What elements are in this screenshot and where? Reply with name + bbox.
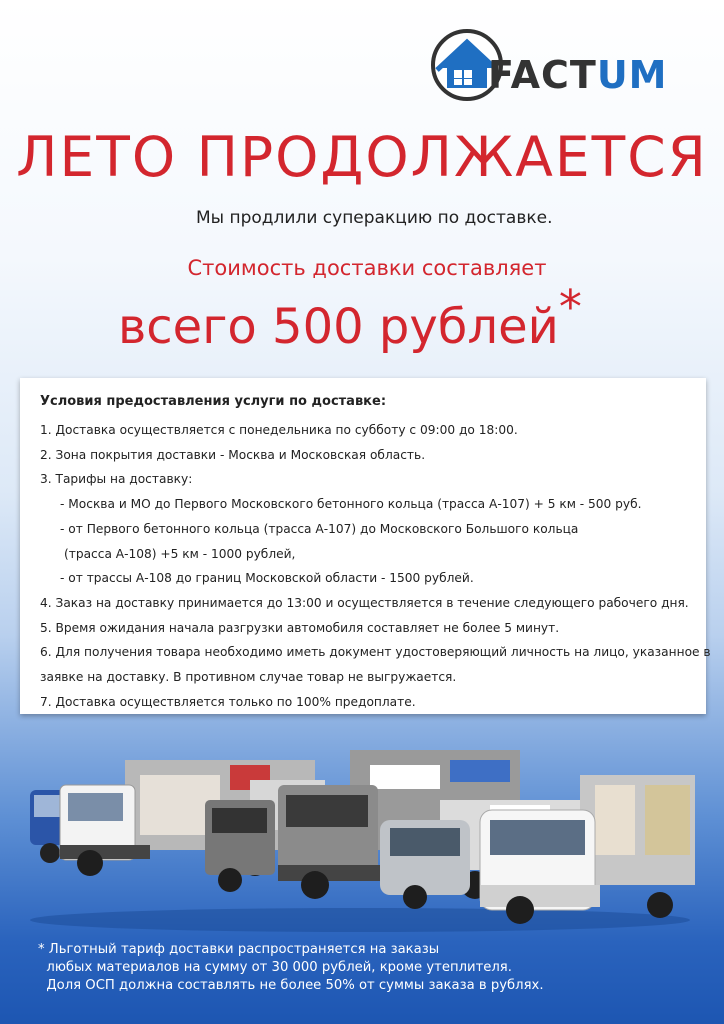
condition-subline: (трасса А-108) +5 км - 1000 рублей,: [64, 546, 296, 561]
conditions-title: Условия предоставления услуги по доставке:: [40, 394, 387, 409]
logo-wordmark: [488, 53, 668, 97]
footnote: [38, 941, 544, 995]
price-text: всего 500 рублей: [118, 299, 559, 355]
condition-line: 2. Зона покрытия доставки - Москва и Московская область.: [40, 447, 426, 462]
conditions-panel: [20, 378, 711, 714]
price-asterisk: *: [558, 280, 582, 334]
condition-line: 1. Доставка осуществляется с понедельника по субботу с 09:00 до 18:00.: [40, 423, 518, 437]
price-intro: Стоимость доставки составляет: [187, 256, 547, 280]
footnote-line: Доля ОСП должна составлять не более 50% от суммы заказа в рублях.: [38, 978, 544, 993]
condition-line: заявке на доставку. В противном случае товар не выгружается.: [40, 670, 457, 685]
condition-subline: - Москва и МО до Первого Московского бетонного кольца (трасса А-107) + 5 км - 500 руб.: [60, 497, 642, 512]
logo-text-um: UM: [596, 53, 668, 97]
condition-line: 7. Доставка осуществляется только по 100% предоплате.: [40, 694, 416, 709]
condition-line: 3. Тарифы на доставку:: [40, 472, 193, 487]
footnote-line: * Льготный тариф доставки распространяется на заказы: [38, 942, 440, 957]
condition-line: 4. Заказ на доставку принимается до 13:00 и осуществляется в течение следующего рабочего дня.: [40, 595, 689, 610]
logo-text-fact: FACT: [488, 53, 597, 97]
condition-subline: - от Первого бетонного кольца (трасса А-107) до Московского Большого кольца: [60, 521, 579, 536]
condition-line: 5. Время ожидания начала разгрузки автомобиля составляет не более 5 минут.: [40, 620, 560, 635]
subtitle: Мы продлили суперакцию по доставке.: [196, 208, 553, 228]
factum-logo: [430, 26, 692, 104]
price-statement: [118, 280, 582, 355]
delivery-trucks-image: [20, 745, 700, 935]
condition-subline: - от трассы А-108 до границ Московской области - 1500 рублей.: [60, 571, 474, 586]
footnote-line: любых материалов на сумму от 30 000 рублей, кроме утеплителя.: [38, 960, 512, 975]
condition-line: 6. Для получения товара необходимо иметь документ удостоверяющий личность на лицо, указанное в: [40, 645, 711, 660]
headline: ЛЕТО ПРОДОЛЖАЕТСЯ: [16, 125, 708, 189]
